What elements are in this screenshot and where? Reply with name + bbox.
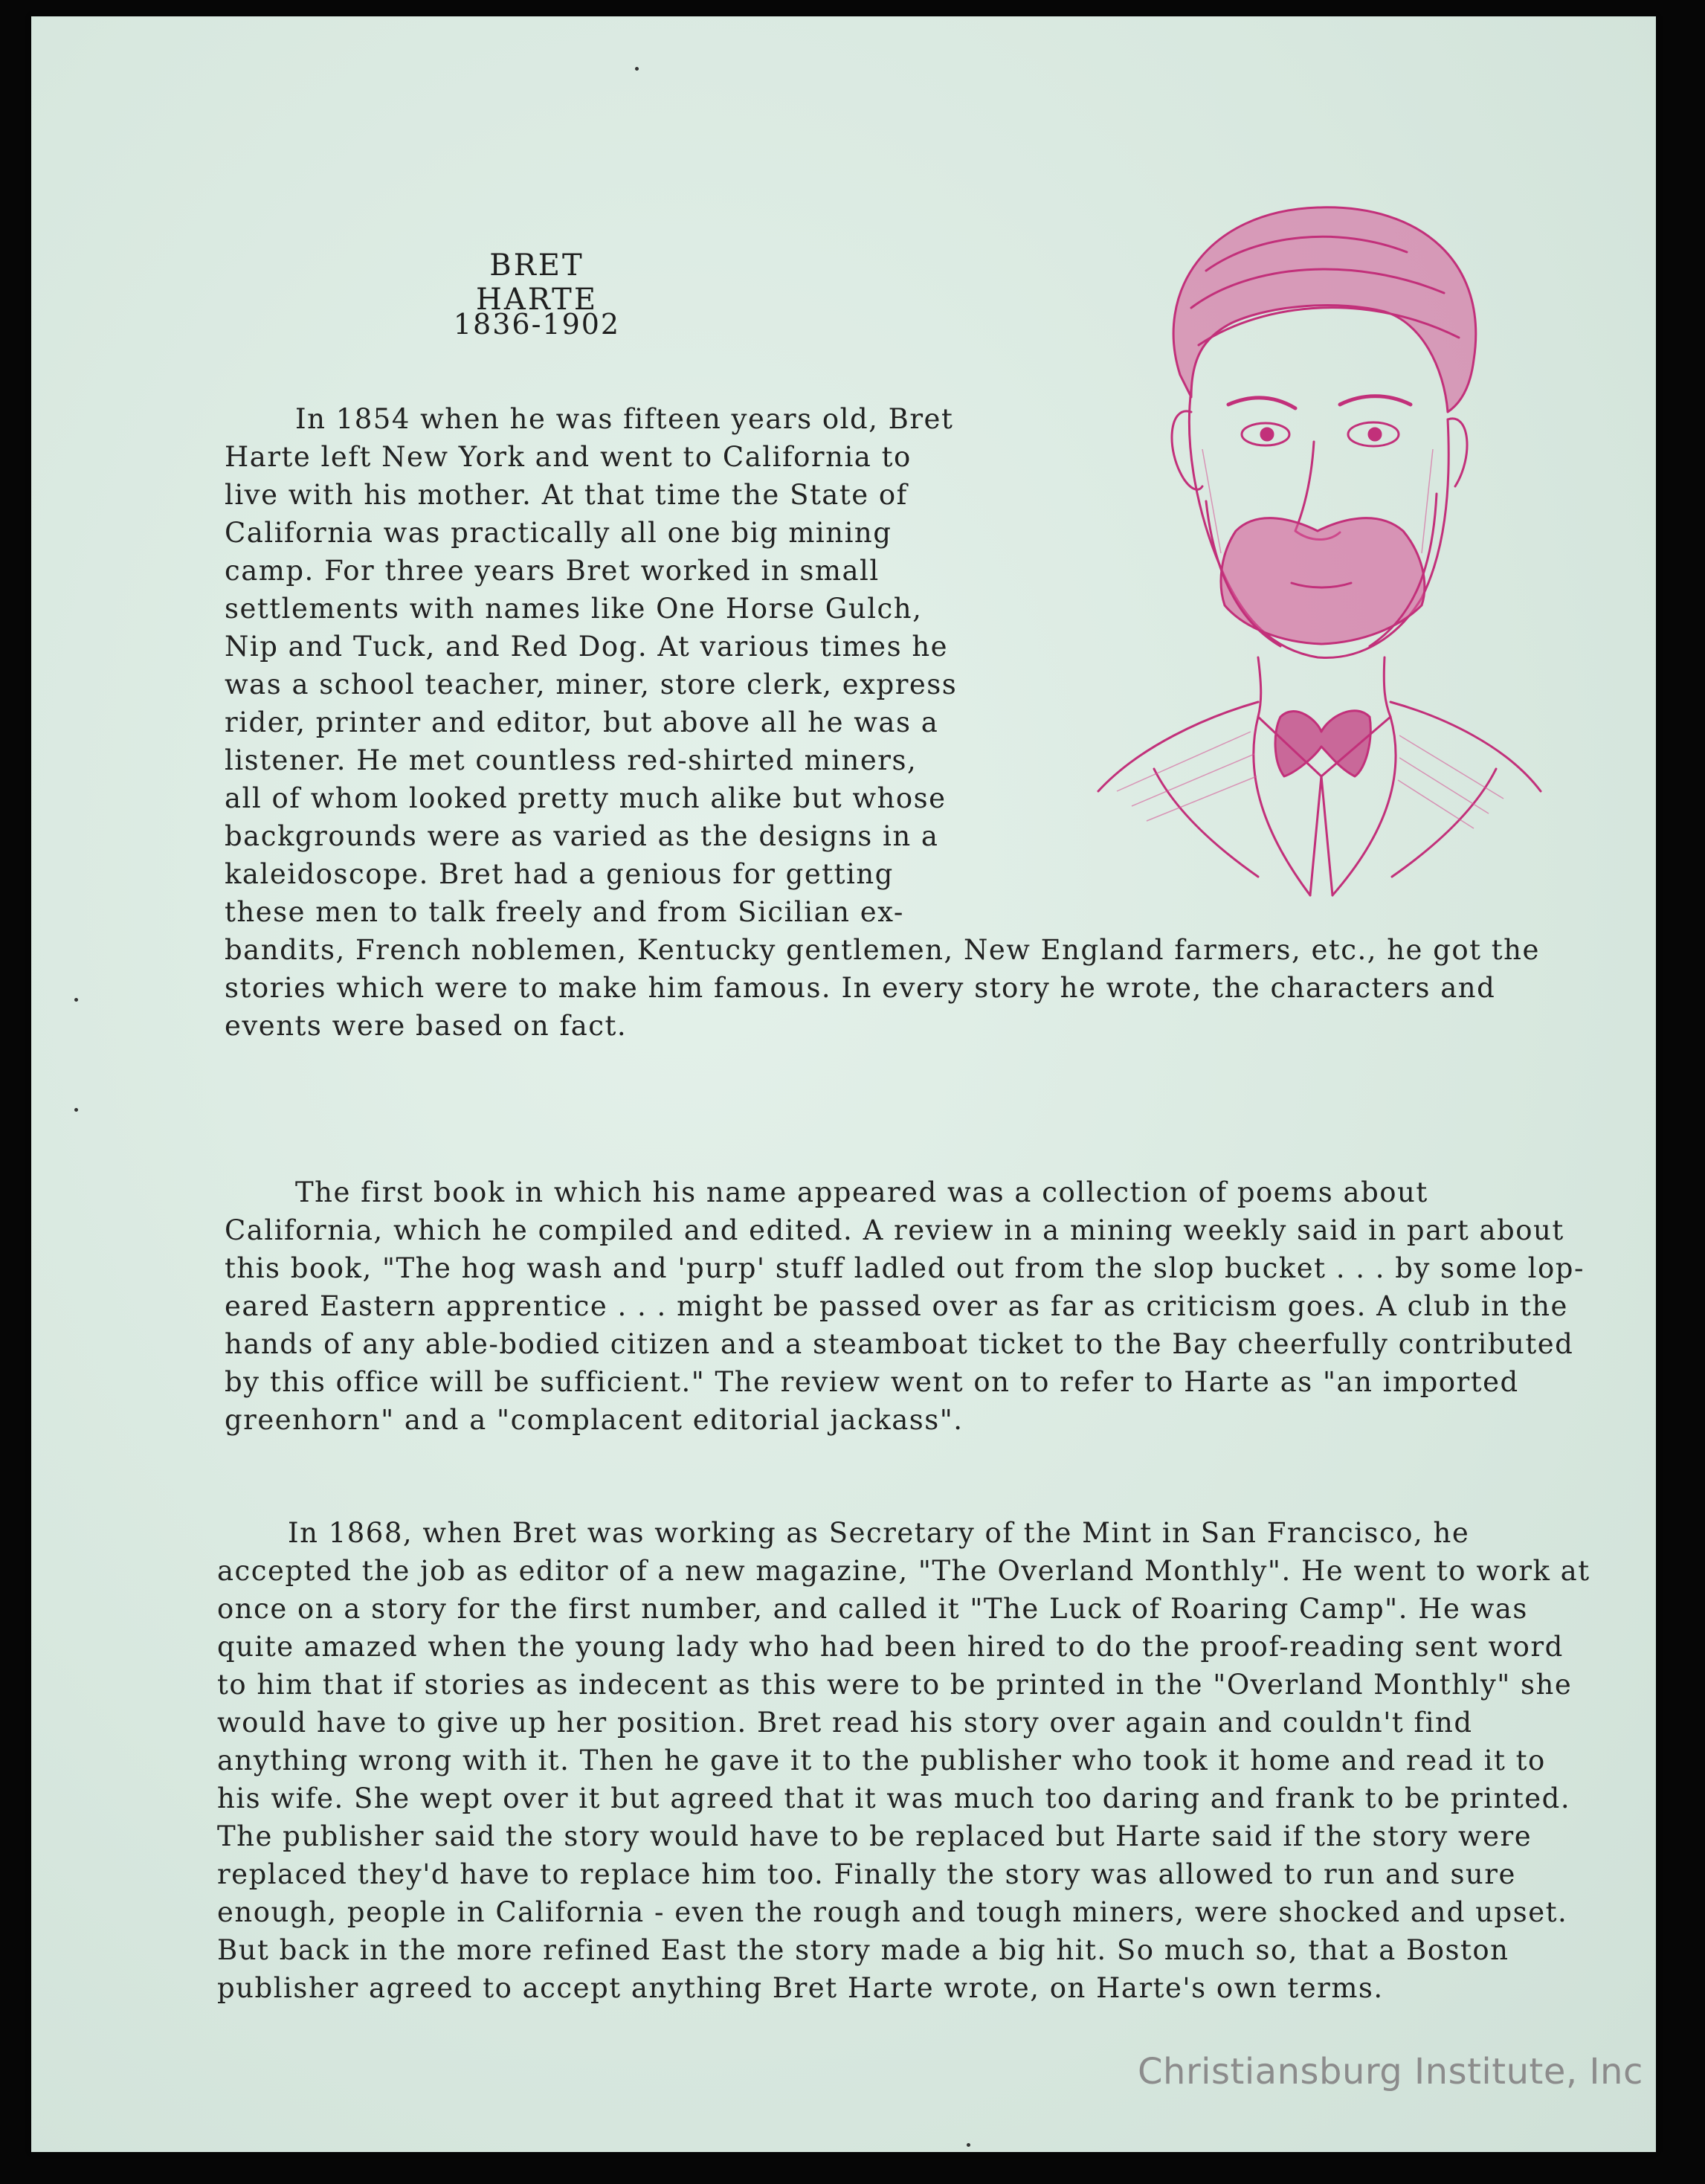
paper-speck <box>967 2143 970 2147</box>
paper-speck <box>635 67 639 71</box>
document-page <box>31 16 1656 2152</box>
paragraph-1-text: In 1854 when he was fifteen years old, Bret Harte left New York and went to California to live with his mother. At that time the State of California was practically all one big mining camp. For three years Bret worked in small settlements with names like One Horse Gulch, Nip and Tuck, and Red Dog. At various times he was a school teacher, miner, store clerk, express rider, printer and editor, but above all he was a listener. He met countless red-shirted miners, all of whom looked pretty much alike but whose backgrounds were as varied as the designs in a kaleidoscope. Bret had a genious for getting these men to talk freely and from Sicilian ex-bandits, French noblemen, Kentucky gentlemen, New England farmers, etc., he got the stories which were to make him famous. In every story he wrote, the characters and events were based on fact. <box>225 403 1540 1042</box>
life-years: 1836-1902 <box>453 308 621 341</box>
paper-speck <box>74 998 78 1002</box>
paragraph-2: The first book in which his name appeared was a collection of poems about California, which he compiled and edited. A review in a mining weekly said in part about this book, "The hog wash and 'purp' stuff ladled out from the slop bucket . . . by some lop-eared Eastern apprentice . . . might be passed over as far as criticism goes. A club in the hands of any able-bodied citizen and a steamboat ticket to the Bay cheerfully contributed by this office will be sufficient." The review went on to refer to Harte as "an imported greenhorn" and a "complacent editorial jackass". <box>225 1176 1585 1436</box>
paragraph-1 <box>225 400 1593 1045</box>
paper-speck <box>74 1108 78 1112</box>
portrait-text-wrap <box>961 400 1593 928</box>
page-title: BRET HARTE <box>475 248 599 317</box>
paragraph-3: In 1868, when Bret was working as Secretary of the Mint in San Francisco, he accepted the job as editor of a new magazine, "The Overland Monthly". He went to work at once on a story for the first number, and called it "The Luck of Roaring Camp". He was quite amazed when the young lady who had been hired to do the proof-reading sent word to him that if stories as indecent as this were to be printed in the "Overland Monthly" she would have to give up her position. Bret read his story over again and couldn't find anything wrong with it. Then he gave it to the publisher who took it home and read it to his wife. She wept over it but agreed that it was much too daring and frank to be printed. The publisher said the story would have to be replaced but Harte said if the story were replaced they'd have to replace him too. Finally the story was allowed to run and sure enough, people in California - even the rough and tough miners, were shocked and upset. But back in the more refined East the story made a big hit. So much so, that a Boston publisher agreed to accept anything Bret Harte wrote, on Harte's own terms. <box>217 1517 1590 2004</box>
watermark: Christiansburg Institute, Inc <box>1138 2051 1643 2093</box>
